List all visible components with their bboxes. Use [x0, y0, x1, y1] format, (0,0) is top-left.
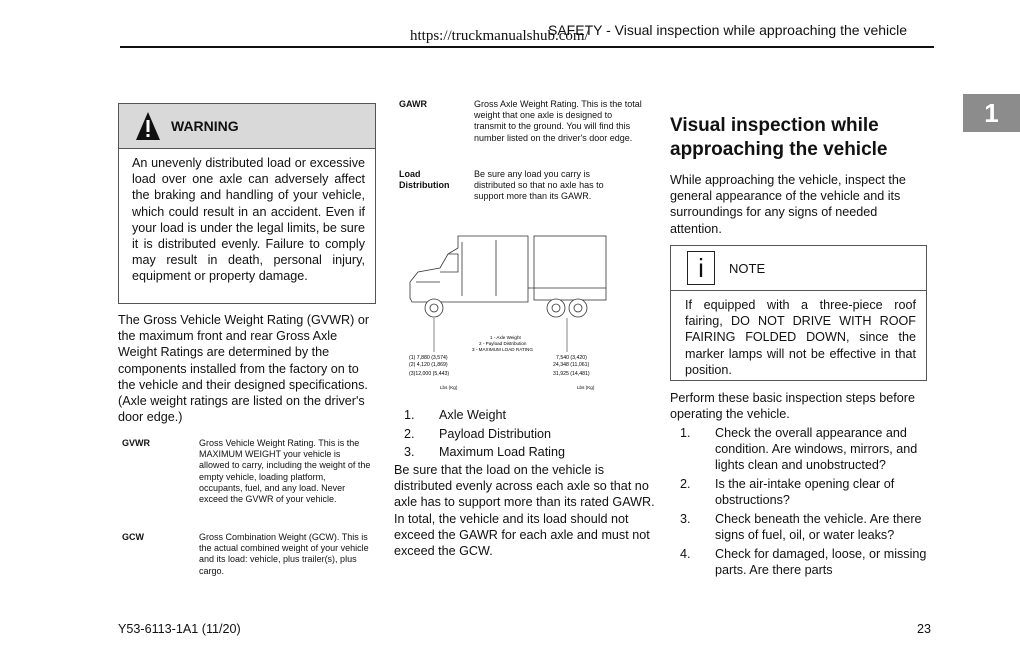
front-value-1: (1) 7,880 (3,574)	[409, 355, 448, 361]
def-term-gawr: GAWR	[399, 99, 427, 109]
warning-text: An unevenly distributed load or excessive load over one axle can adversely affect the braking and handling of your vehicle, which could result in an accident. Even if your load is under the legal limits, be sure it is distributed evenly. Failure to comply may result in death, personal injury, equipment or property damage.	[132, 156, 365, 284]
warning-box	[118, 103, 376, 304]
front-value-2: (2) 4,120 (1,869)	[409, 362, 448, 368]
note-box	[670, 245, 927, 381]
list-item: 4. Check for damaged, loose, or missing parts. Are there parts	[680, 546, 927, 578]
def-text-gawr: Gross Axle Weight Rating. This is the total weight that one axle is designed to transmit to the ground. You will find this number listed on the driver's door edge.	[474, 99, 642, 143]
watermark-url: https://truckmanualshub.com/	[410, 28, 589, 44]
truck-axle-diagram	[400, 232, 608, 394]
inspection-steps	[680, 425, 930, 581]
page-number: 23	[917, 622, 932, 636]
def-term-gcw: GCW	[122, 532, 144, 542]
warning-header	[119, 104, 375, 149]
steps-intro: Perform these basic inspection steps before operating the vehicle.	[670, 391, 916, 422]
load-paragraph: Be sure that the load on the vehicle is distributed evenly across each axle so that no axle has to support more than its rated GAWR. In total, the vehicle and its load should not exceed the GAWR for each axle and must not exceed the GCW.	[394, 463, 655, 559]
info-icon: i	[687, 251, 715, 285]
def-term-load-distribution: Load Distribution	[399, 169, 450, 191]
warning-icon	[135, 111, 161, 141]
legend-axle-weight: 1 - Axle Weight	[490, 335, 521, 340]
rear-value-2: 24,348 (11,061)	[553, 362, 590, 368]
header-rule	[120, 46, 934, 48]
list-item: 3. Maximum Load Rating	[404, 445, 565, 459]
unit-rear: Lbs (Kg)	[577, 385, 595, 390]
note-text: If equipped with a three-piece roof fairing, DO NOT DRIVE WITH ROOF FAIRING FOLDED DOWN, since the marker lamps will not be effective in that position.	[685, 298, 916, 377]
rear-value-3: 31,925 (14,481)	[553, 371, 590, 377]
note-header	[671, 246, 926, 291]
intro-paragraph: While approaching the vehicle, inspect the general appearance of the vehicle and its surroundings for any signs of needed attention.	[670, 173, 906, 236]
def-text-gcw: Gross Combination Weight (GCW). This is the actual combined weight of your vehicle and its load: vehicle, plus trailer(s), plus cargo.	[199, 532, 369, 576]
warning-label: WARNING	[171, 118, 239, 134]
list-item: 1. Check the overall appearance and condition. Are windows, mirrors, and lights clean and unobstructed?	[680, 426, 918, 473]
front-value-3: (3)12,000 (5,443)	[409, 371, 450, 377]
note-label: NOTE	[729, 260, 766, 276]
section-title: Visual inspection while approaching the vehicle	[670, 115, 888, 160]
gvwr-paragraph: The Gross Vehicle Weight Rating (GVWR) or the maximum front and rear Gross Axle Weight Ratings are determined by the components installed from the factory on to the vehicle and their designed specifications. (Axle weight ratings are listed on the driver's door edge.)	[118, 313, 370, 425]
legend-max-load: 3 - MAXIMUM LOAD RATING	[472, 347, 533, 352]
list-item: 2. Is the air-intake opening clear of obstructions?	[680, 477, 895, 508]
unit-front: Lbs (Kg)	[440, 385, 458, 390]
list-item: 3. Check beneath the vehicle. Are there signs of fuel, oil, or water leaks?	[680, 512, 922, 543]
legend-payload: 2 - Payload Distribution	[479, 341, 527, 346]
def-text-gvwr: Gross Vehicle Weight Rating. This is the MAXIMUM WEIGHT your vehicle is allowed to carry, including the weight of the empty vehicle, loading platform, occupants, fuel, and any load. Never exceed the GVWR of your vehicle.	[199, 438, 371, 505]
list-item: 2. Payload Distribution	[404, 426, 552, 441]
list-item: 1. Axle Weight	[404, 408, 506, 422]
running-header: SAFETY - Visual inspection while approaching the vehicle	[548, 22, 908, 38]
def-text-load-distribution: Be sure any load you carry is distributed so that no axle has to support more than its GAWR.	[474, 169, 604, 202]
chapter-tab: 1	[963, 94, 1020, 132]
def-term-gvwr: GVWR	[122, 438, 150, 448]
rear-value-1: 7,540 (3,420)	[556, 355, 587, 361]
document-code: Y53-6113-1A1 (11/20)	[118, 622, 241, 636]
diagram-legend-list	[404, 406, 565, 462]
